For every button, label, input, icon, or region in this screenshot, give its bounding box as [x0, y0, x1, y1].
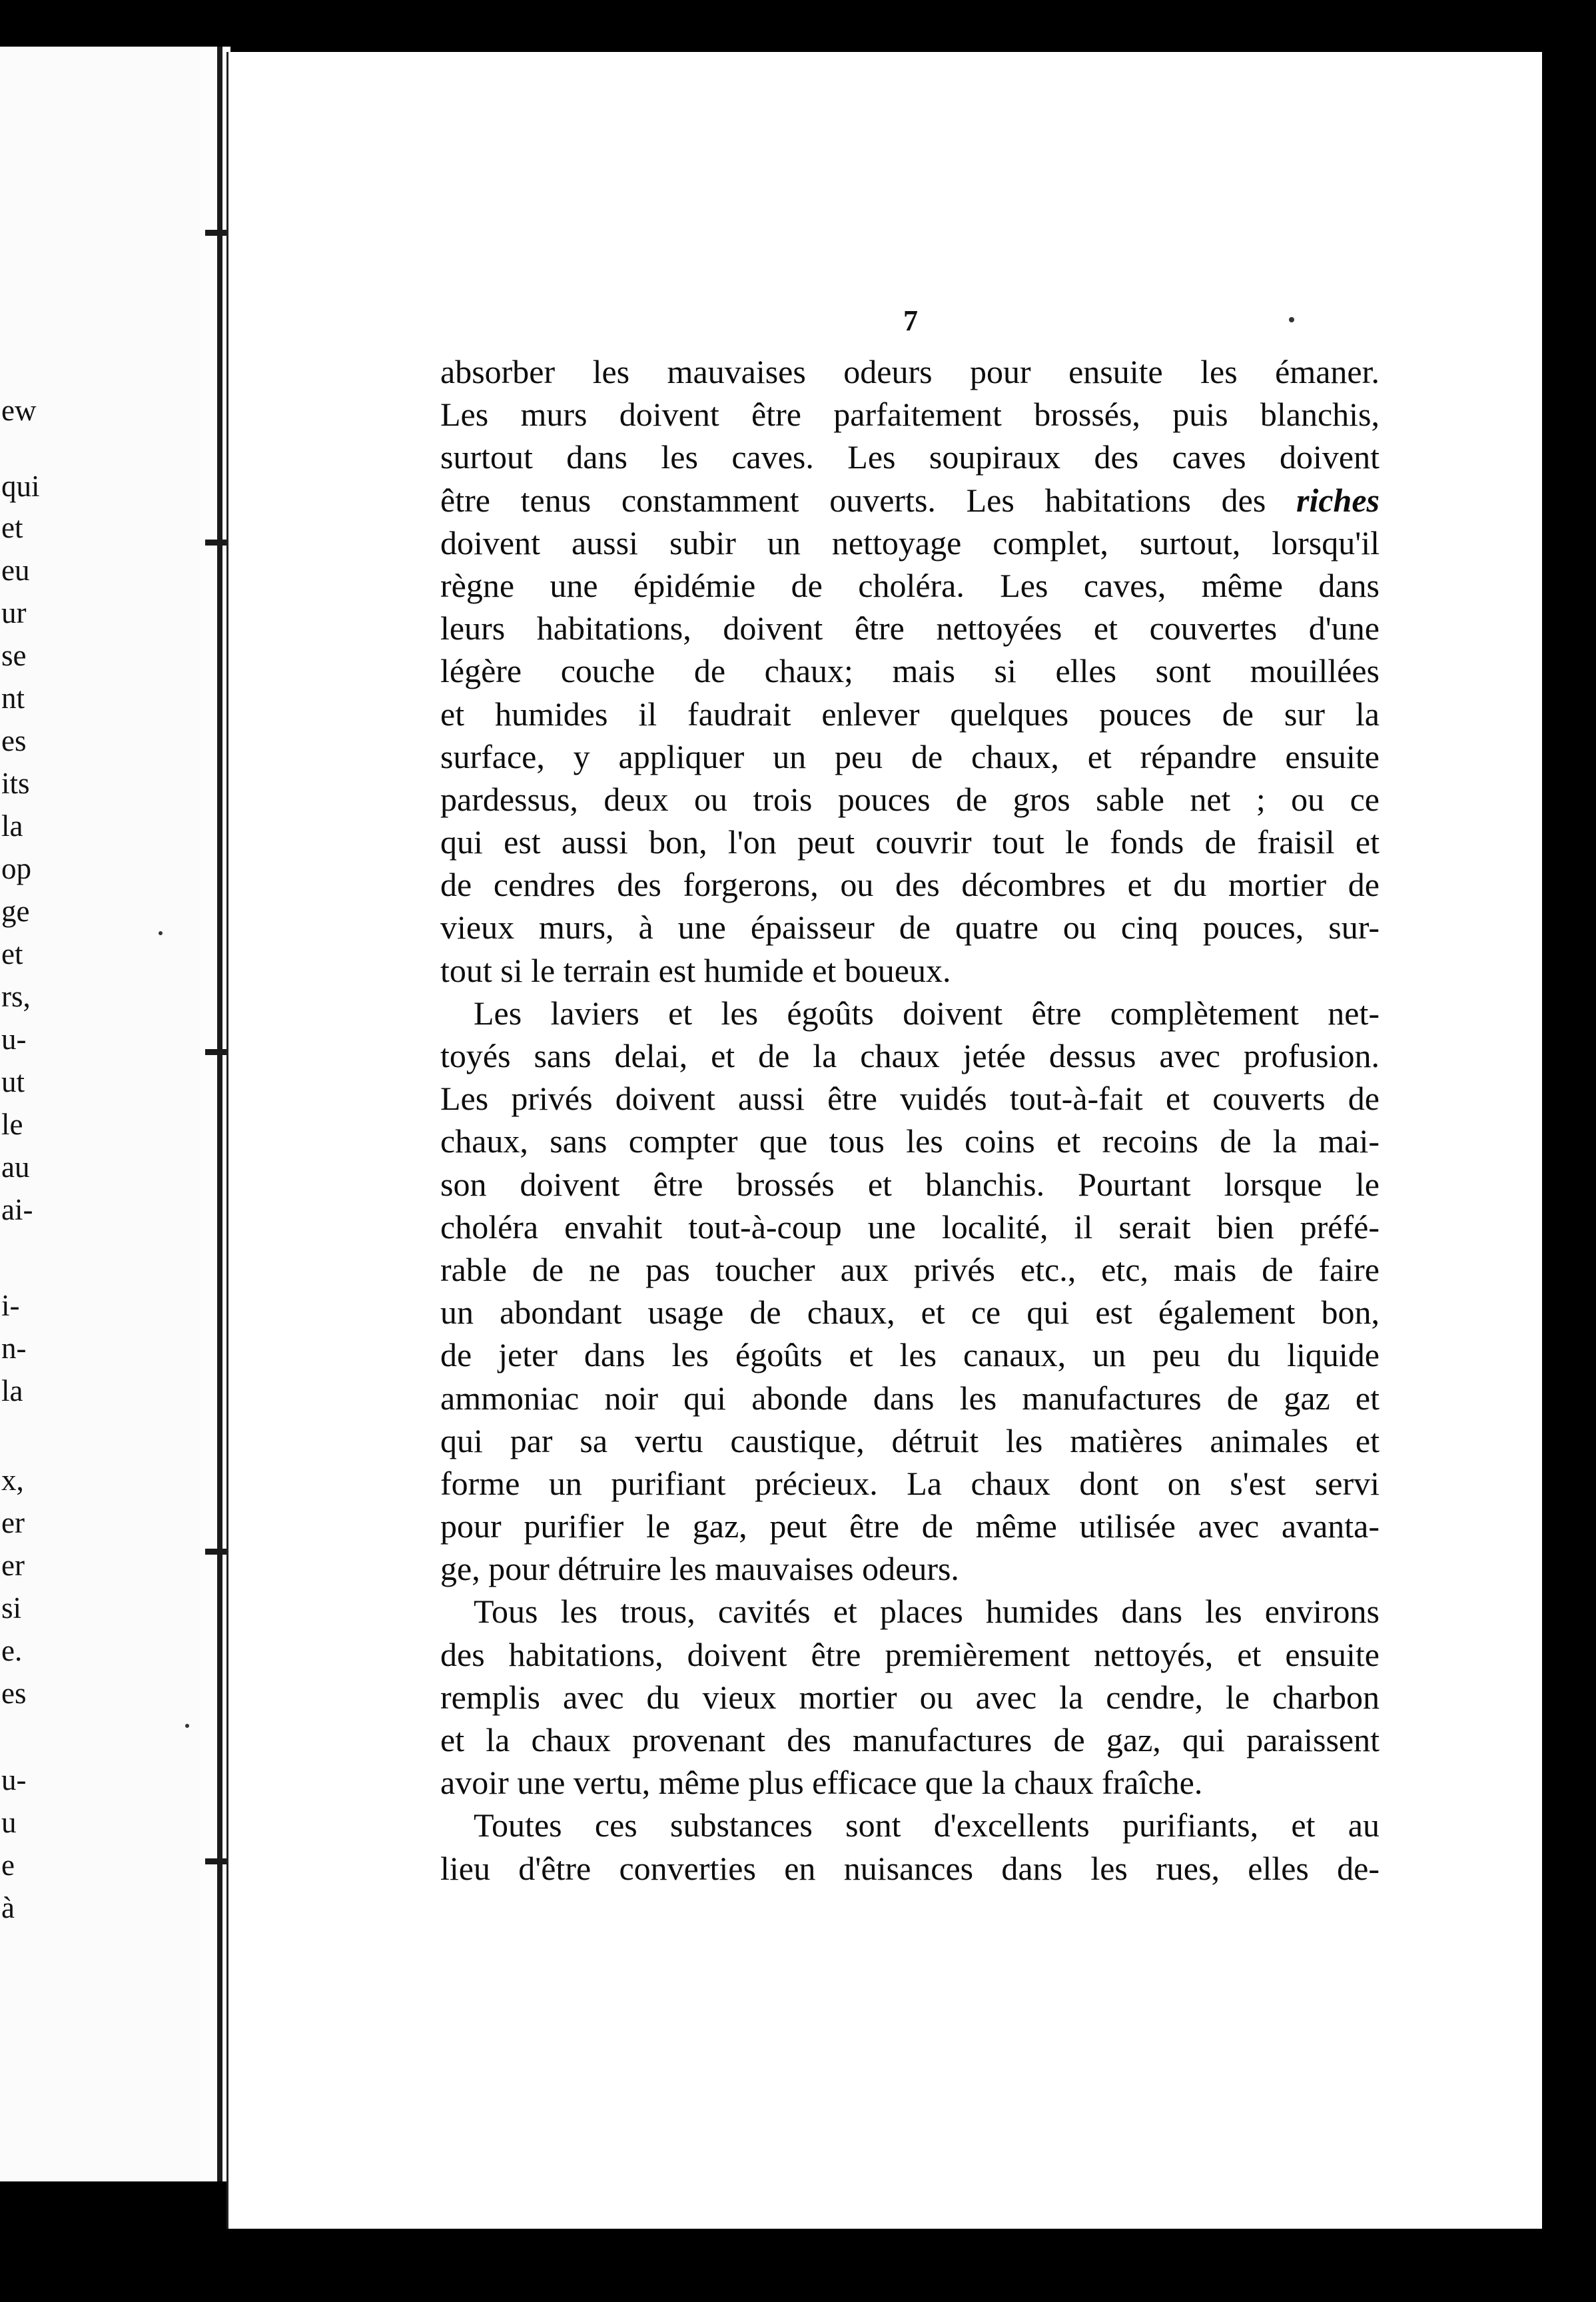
text-line: Les privés doivent aussi être vuidés tout-à-fait et couverts de	[440, 1080, 1380, 1118]
text-line: qui par sa vertu caustique, détruit les matières animales et	[440, 1421, 1380, 1459]
page-number: 7	[903, 304, 918, 337]
left-fragment: nt	[1, 681, 25, 715]
text-line: ammoniac noir qui abonde dans les manufactures de gaz et	[440, 1379, 1380, 1417]
left-fragment: ai-	[1, 1193, 33, 1226]
text-line: lieu d'être converties en nuisances dans les rues, elles de-	[440, 1849, 1380, 1887]
text-line: son doivent être brossés et blanchis. Pourtant lorsque le	[440, 1165, 1380, 1203]
text-line: forme un purifiant précieux. La chaux dont on s'est servi	[440, 1464, 1380, 1502]
text-line: avoir une vertu, même plus efficace que la chaux fraîche.	[440, 1764, 1203, 1802]
left-fragment: es	[1, 1677, 27, 1710]
text-line: Toutes ces substances sont d'excellents purifiants, et au	[474, 1806, 1380, 1844]
italic-word: riches	[1296, 481, 1380, 519]
text-line: règne une épidémie de choléra. Les caves, même dans	[440, 566, 1380, 604]
left-fragment: i-	[1, 1289, 20, 1322]
text-line: remplis avec du vieux mortier ou avec la cendre, le charbon	[440, 1678, 1380, 1716]
text-line: qui est aussi bon, l'on peut couvrir tout le fonds de fraisil et	[440, 823, 1380, 861]
left-fragment: ur	[1, 596, 27, 629]
left-fragment: le	[1, 1108, 23, 1141]
left-fragment: eu	[1, 554, 30, 587]
left-fragment: rs,	[1, 980, 31, 1013]
paper-speck	[159, 931, 163, 935]
left-fragment: et	[1, 937, 23, 970]
left-fragment: e.	[1, 1634, 23, 1667]
text-line: ge, pour détruire les mauvaises odeurs.	[440, 1550, 959, 1588]
text-line: Tous les trous, cavités et places humides dans les environs	[474, 1593, 1380, 1631]
text-line: absorber les mauvaises odeurs pour ensuite les émaner.	[440, 353, 1380, 390]
left-fragment: à	[1, 1891, 15, 1924]
left-fragment: x,	[1, 1463, 24, 1497]
previous-page-edge	[0, 47, 230, 2181]
text-line: et humides il faudrait enlever quelques pouces de sur la	[440, 695, 1380, 733]
left-fragment: n-	[1, 1332, 27, 1365]
text-line	[440, 479, 1380, 522]
text-line: et la chaux provenant des manufactures de gaz, qui paraissent	[440, 1721, 1380, 1758]
left-fragment: op	[1, 852, 31, 885]
text-line: surface, y appliquer un peu de chaux, et répandre ensuite	[440, 737, 1380, 775]
text-line: légère couche de chaux; mais si elles sont mouillées	[440, 652, 1380, 690]
left-fragment: u-	[1, 1022, 27, 1056]
text-line: leurs habitations, doivent être nettoyées et couvertes d'une	[440, 609, 1380, 647]
left-fragment: si	[1, 1591, 22, 1625]
text-line: Les laviers et les égoûts doivent être complètement net-	[474, 994, 1380, 1032]
book-page	[226, 52, 1542, 2229]
left-fragment: qui	[1, 470, 40, 503]
text-line: rable de ne pas toucher aux privés etc., etc, mais de faire	[440, 1250, 1380, 1288]
text-line: vieux murs, à une épaisseur de quatre ou cinq pouces, sur-	[440, 909, 1380, 947]
left-fragment: la	[1, 809, 23, 843]
body-text	[440, 350, 1380, 1890]
text-line: un abondant usage de chaux, et ce qui est également bon,	[440, 1294, 1380, 1332]
paper-speck	[185, 1724, 189, 1728]
left-fragment: its	[1, 767, 30, 800]
left-fragment: er	[1, 1549, 25, 1582]
left-fragment: et	[1, 511, 23, 544]
left-fragment: ge	[1, 895, 30, 928]
text-line: Les murs doivent être parfaitement brossés, puis blanchis,	[440, 396, 1380, 434]
text-line: surtout dans les caves. Les soupiraux des caves doivent	[440, 438, 1380, 476]
text-line: de cendres des forgerons, ou des décombres et du mortier de	[440, 866, 1380, 904]
text-line: des habitations, doivent être premièrement nettoyés, et ensuite	[440, 1635, 1380, 1673]
left-fragment: es	[1, 724, 27, 757]
text-line: pour purifier le gaz, peut être de même utilisée avec avanta-	[440, 1507, 1380, 1545]
paper-speck	[1289, 317, 1294, 322]
text-line: chaux, sans compter que tous les coins et recoins de la mai-	[440, 1122, 1380, 1160]
left-fragment: au	[1, 1150, 30, 1184]
text-line: toyés sans delai, et de la chaux jetée dessus avec profusion.	[440, 1037, 1380, 1074]
left-fragment: ew	[1, 394, 37, 427]
text-line: doivent aussi subir un nettoyage complet, surtout, lorsqu'il	[440, 524, 1380, 562]
left-fragment: se	[1, 639, 27, 672]
left-fragment: ut	[1, 1065, 25, 1098]
left-fragment: e	[1, 1848, 15, 1882]
text-line: choléra envahit tout-à-coup une localité, il serait bien préfé-	[440, 1208, 1380, 1246]
left-fragment: u-	[1, 1763, 27, 1796]
text-segment: être tenus constamment ouverts. Les habitations des	[440, 481, 1296, 519]
text-line: tout si le terrain est humide et boueux.	[440, 951, 951, 989]
text-line: de jeter dans les égoûts et les canaux, un peu du liquide	[440, 1336, 1380, 1374]
left-fragment: la	[1, 1374, 23, 1407]
left-fragment: er	[1, 1506, 25, 1539]
left-fragment: u	[1, 1806, 17, 1839]
text-line: pardessus, deux ou trois pouces de gros sable net ; ou ce	[440, 780, 1380, 818]
